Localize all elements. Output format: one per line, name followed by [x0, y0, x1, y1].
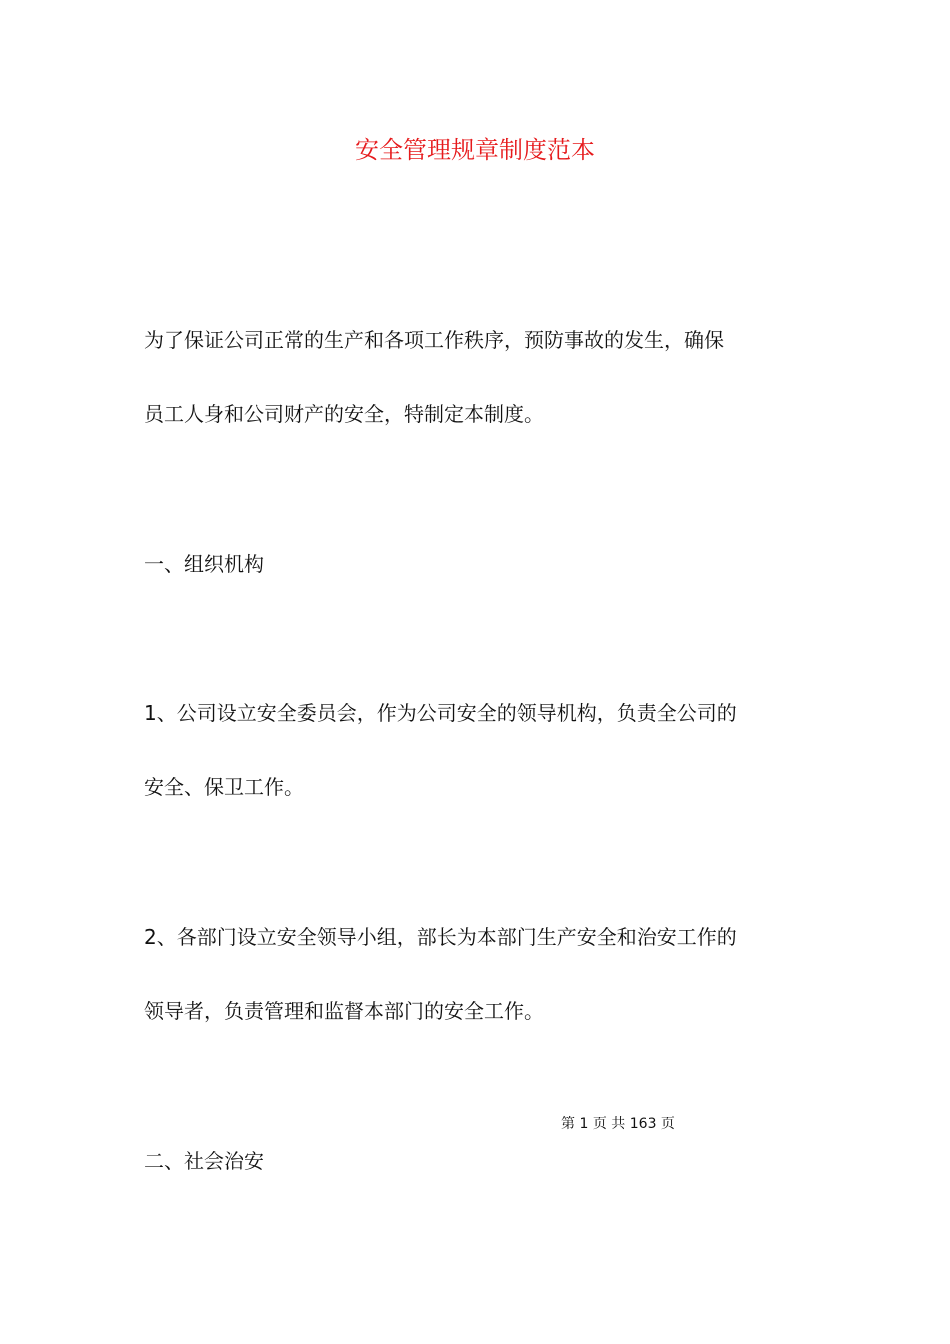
- item-1-paragraph: [144, 676, 810, 824]
- item-2-line-1: 2、各部门设立安全领导小组，部长为本部门生产安全和治安工作的: [144, 925, 737, 949]
- page-footer: 第 1 页 共 163 页: [561, 1116, 675, 1132]
- item-1-line-1: 1、公司设立安全委员会，作为公司安全的领导机构，负责全公司的: [144, 701, 737, 725]
- section-heading-organization: [144, 527, 810, 601]
- intro-paragraph: [144, 303, 810, 451]
- item-2-paragraph: [144, 900, 810, 1048]
- item-2-line-2: 领导者，负责管理和监督本部门的安全工作。: [144, 999, 544, 1023]
- section-heading-public-security: [144, 1124, 810, 1198]
- intro-line-1: 为了保证公司正常的生产和各项工作秩序，预防事故的发生，确保: [144, 328, 724, 352]
- item-1-line-2: 安全、保卫工作。: [144, 775, 304, 799]
- section-1-heading: 一、组织机构: [144, 552, 264, 576]
- section-2-heading: 二、社会治安: [144, 1149, 264, 1173]
- document-title: 安全管理规章制度范本: [355, 136, 595, 164]
- intro-line-2: 员工人身和公司财产的安全，特制定本制度。: [144, 402, 544, 426]
